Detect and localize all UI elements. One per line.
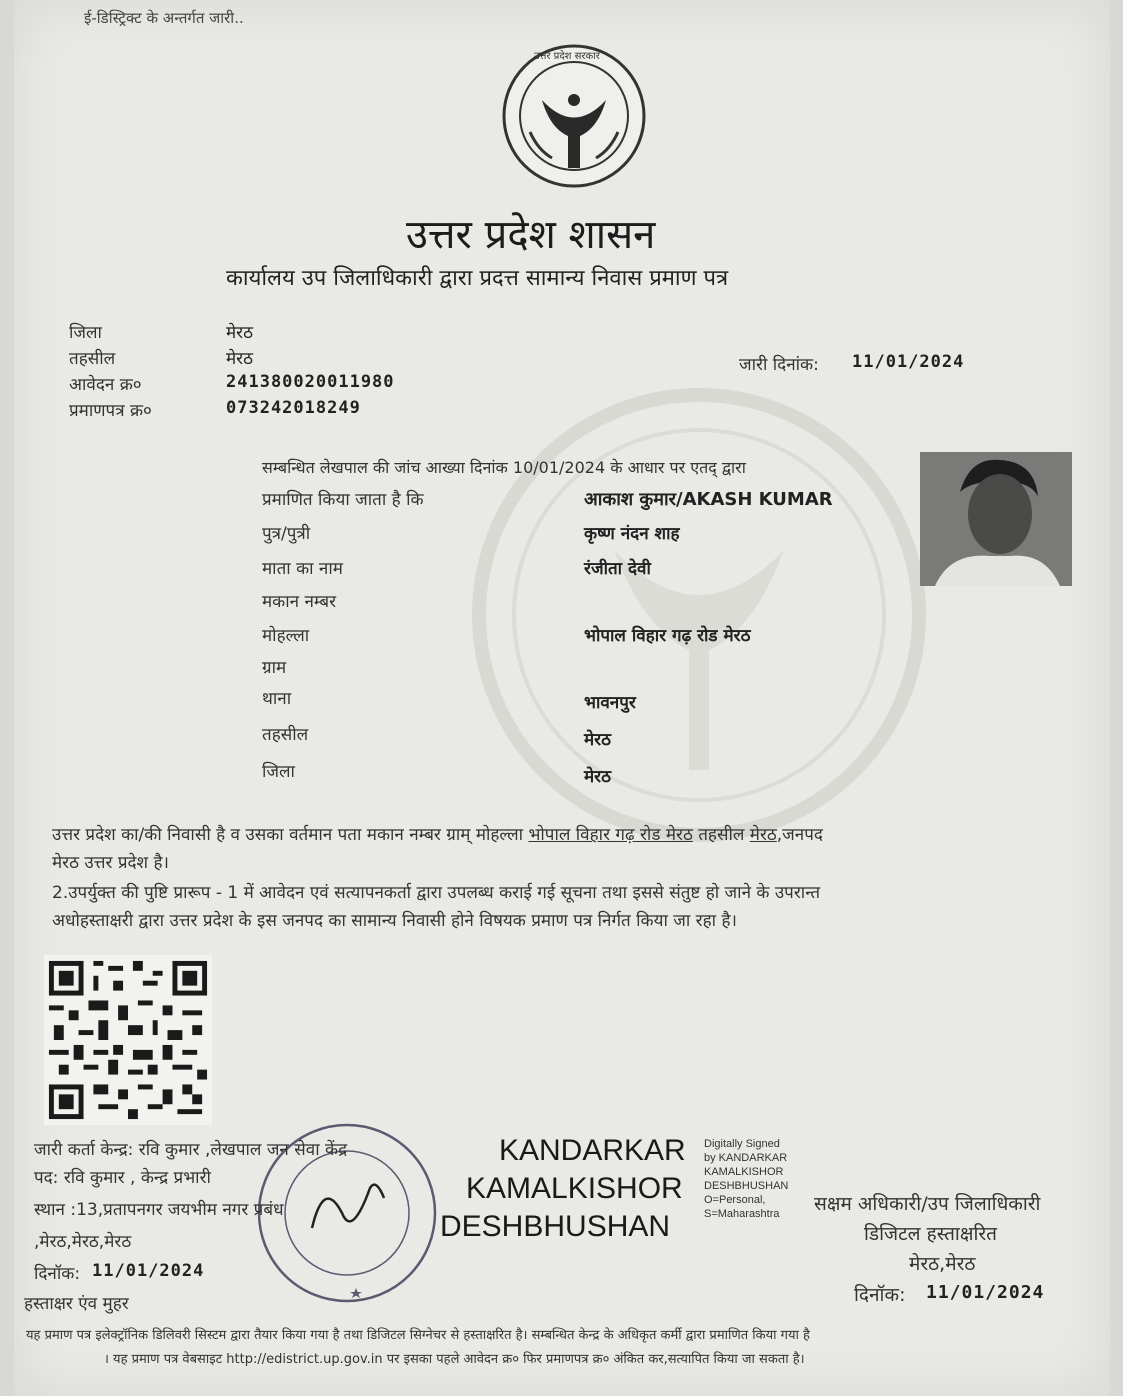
certificate-sheet (14, 0, 1110, 1396)
cert-row-label: तहसील (262, 725, 309, 745)
signature-detail: DESHBHUSHAN (704, 1180, 789, 1192)
authority-date-value: 11/01/2024 (926, 1282, 1045, 1303)
qr-code[interactable] (44, 955, 212, 1125)
applicant-name: आकाश कुमार/AKASH KUMAR (584, 489, 833, 510)
footer-note-line2: । यह प्रमाण पत्र वेबसाइट http://edistrict.up.gov.in पर इसका पहले आवेदन क्र० फिर प्रमाणपत्र क्र० अंकित कर,सत्यापित किया जा सकता है। (104, 1352, 805, 1367)
footer-note-line1: यह प्रमाण पत्र इलेक्ट्रॉनिक डिलिवरी सिस्टम द्वारा तैयार किया गया है तथा डिजिटल सिग्नेचर से हस्ताक्षरित है। सम्बन्धित केन्द्र के अधिकृत कर्मी द्वारा प्रमाणित किया गया है (26, 1328, 810, 1343)
signer-name-line3: DESHBHUSHAN (440, 1210, 671, 1243)
certificate-subtitle: कार्यालय उप जिलाधिकारी द्वारा प्रदत्त सामान्य निवास प्रमाण पत्र (226, 266, 729, 291)
tehsil-label: तहसील (69, 349, 116, 369)
district-value: मेरठ (226, 323, 253, 343)
issuer-date-value: 11/01/2024 (92, 1261, 205, 1281)
issue-date-label: जारी दिनांक: (739, 355, 819, 375)
certificate-no-label: प्रमाणपत्र क्र० (69, 401, 152, 421)
issuer-centre: जारी कर्ता केन्द्र: रवि कुमार ,लेखपाल जन सेवा केंद्र (34, 1140, 348, 1160)
issuer-sign-label: हस्ताक्षर एंव मुहर (24, 1294, 129, 1314)
cert-district-value: मेरठ (584, 767, 611, 787)
signature-detail: by KANDARKAR (704, 1152, 788, 1164)
authority-location: मेरठ,मेरठ (909, 1253, 976, 1275)
signature-detail: KAMALKISHOR (704, 1166, 784, 1178)
issuer-place-line2: ,मेरठ,मेरठ,मेरठ (34, 1232, 132, 1252)
qr-code-icon (44, 955, 212, 1125)
signer-name-line1: KANDARKAR (499, 1134, 686, 1167)
authority-title: सक्षम अधिकारी/उप जिलाधिकारी (814, 1193, 1041, 1215)
cert-row-label: ग्राम (262, 658, 287, 678)
authority-digital: डिजिटल हस्ताक्षरित (864, 1223, 997, 1245)
verification-intro: सम्बन्धित लेखपाल की जांच आख्या दिनांक 10/01/2024 के आधार पर एतद् द्वारा (262, 458, 746, 477)
signature-detail: Digitally Signed (704, 1138, 780, 1150)
signature-detail: S=Maharashtra (704, 1208, 780, 1220)
application-no-value: 241380020011980 (226, 372, 395, 392)
confirmation-line1: 2.उपर्युक्त की पुष्टि प्रारूप - 1 में आवेदन एवं सत्यापनकर्ता द्वारा उपलब्ध कराई गई सूचना तथा इससे संतुष्ट हो जाने के उपरान्त (52, 883, 821, 903)
cert-row-label: प्रमाणित किया जाता है कि (262, 490, 424, 510)
signature-detail: O=Personal, (704, 1194, 766, 1206)
statement-mohalla: भोपाल विहार गढ़ रोड मेरठ (528, 825, 693, 845)
statement-part: तहसील (698, 825, 745, 845)
statement-part: उत्तर प्रदेश का/की निवासी है व उसका वर्तमान पता मकान नम्बर ग्राम् मोहल्ला (52, 825, 524, 845)
district-label: जिला (69, 323, 102, 343)
issuer-designation: पद: रवि कुमार , केन्द्र प्रभारी (34, 1168, 211, 1188)
issued-under-note: ई-डिस्ट्रिक्ट के अन्तर्गत जारी.. (84, 9, 244, 27)
cert-tehsil-value: मेरठ (584, 730, 611, 750)
cert-row-label: पुत्र/पुत्री (262, 524, 311, 544)
emblem-text: उत्तर प्रदेश सरकार (534, 51, 600, 62)
statement-tehsil: मेरठ (749, 825, 777, 845)
applicant-photo (920, 452, 1072, 586)
confirmation-line2: अधोहस्ताक्षरी द्वारा उत्तर प्रदेश के इस जनपद का सामान्य निवासी होने विषयक प्रमाण पत्र निर्गत किया जा रहा है। (52, 911, 737, 931)
signer-name-line2: KAMALKISHOR (466, 1172, 683, 1205)
issuer-date-label: दिनॉक: (34, 1264, 81, 1284)
statement-part: ,जनपद (776, 825, 823, 845)
residence-statement (52, 820, 823, 850)
residence-statement-line2: मेरठ उत्तर प्रदेश है। (52, 853, 169, 873)
cert-row-label: माता का नाम (262, 559, 343, 579)
cert-row-label: मोहल्ला (262, 626, 310, 646)
authority-date-label: दिनॉक: (854, 1284, 906, 1306)
digital-signature-details (704, 1137, 788, 1221)
tehsil-value: मेरठ (226, 349, 253, 369)
mohalla-value: भोपाल विहार गढ़ रोड मेरठ (584, 626, 751, 646)
cert-row-label: थाना (262, 689, 292, 709)
issuer-place-line1: स्थान :13,प्रतापनगर जयभीम नगर प्रबंध (34, 1200, 284, 1220)
issue-date-value: 11/01/2024 (852, 352, 965, 372)
father-name: कृष्ण नंदन शाह (584, 524, 680, 544)
cert-row-label: मकान नम्बर (262, 592, 337, 612)
up-emblem-icon (500, 40, 648, 190)
application-no-label: आवेदन क्र० (69, 375, 142, 395)
police-station-value: भावनपुर (584, 693, 636, 713)
page-title: उत्तर प्रदेश शासन (406, 212, 656, 258)
certificate-no-value: 073242018249 (226, 398, 361, 418)
watermark-emblem-icon (464, 380, 934, 850)
mother-name: रंजीता देवी (584, 559, 651, 579)
cert-row-label: जिला (262, 762, 295, 782)
person-icon (920, 452, 1072, 586)
